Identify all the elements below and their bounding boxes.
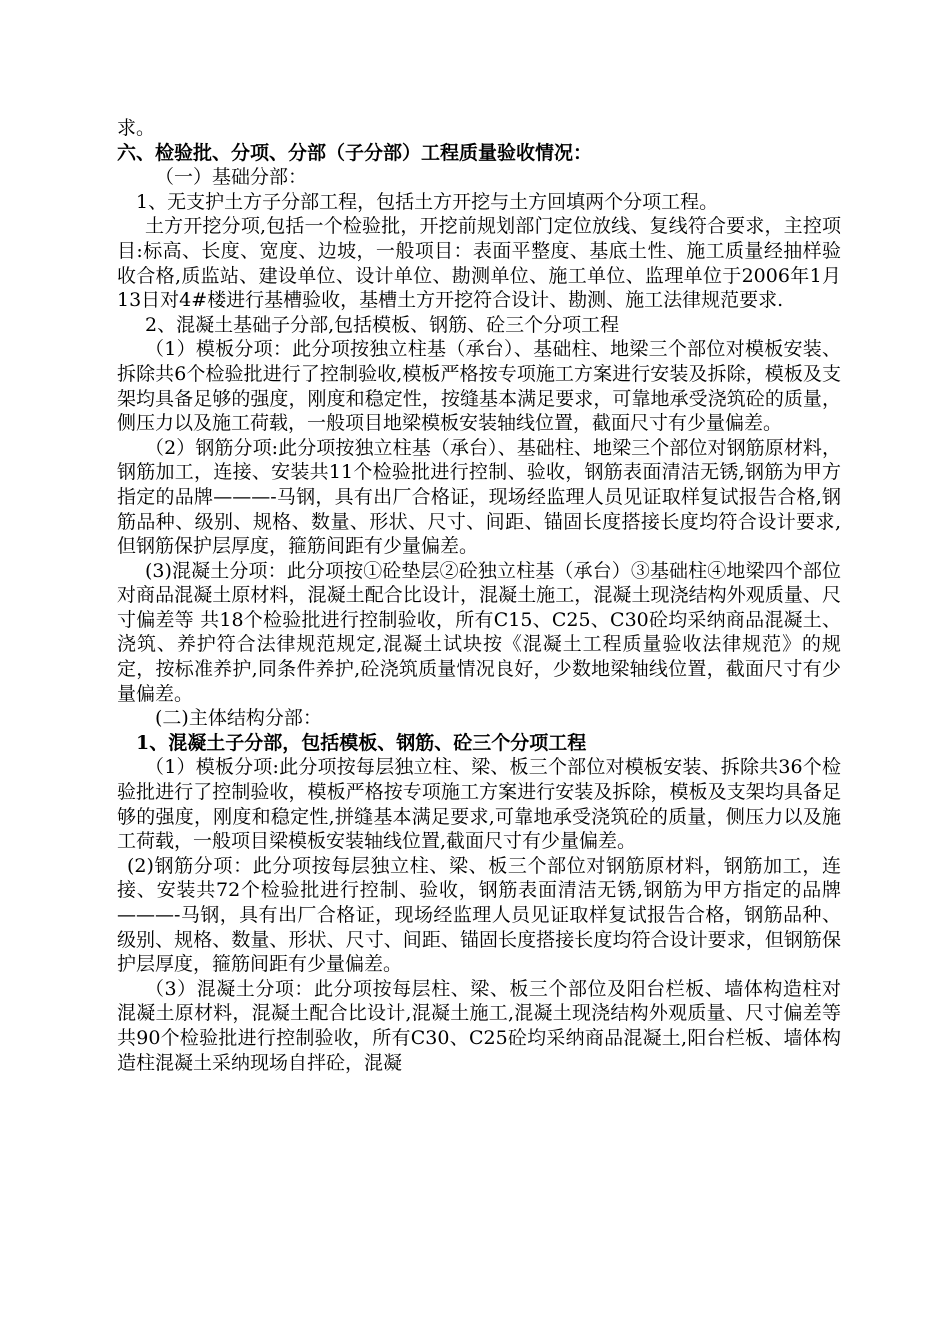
subsection-concrete-main: 1、混凝土子分部，包括模板、钢筋、砼三个分项工程 [136, 731, 587, 754]
document-body [117, 116, 841, 1075]
paragraph-rebar-main: (2)钢筋分项：此分项按每层独立柱、梁、板三个部位对钢筋原材料，钢筋加工，连接、安装共72个检验批进行控制、验收，钢筋表面清洁无锈,钢筋为甲方指定的品牌———-马钢，具有出厂合格证，现场经监理人员见证取样复试报告合格，钢筋品种、级别、规格、数量、形状、尺寸、间距、锚固长度搭接长度均符合设计要求，但钢筋保护层厚度，箍筋间距有少量偏差。 [117, 854, 841, 976]
paragraph-formwork-main: （1）模板分项:此分项按每层独立柱、梁、板三个部位对模板安装、拆除共36个检验批进行了控制验收，模板严格按专项施工方案进行安装及拆除，模板及支架均具备足够的强度，刚度和稳定性,拼缝基本满足要求,可靠地承受浇筑砼的质量，侧压力以及施工荷载，一般项目梁模板安装轴线位置,截面尺寸有少量偏差。 [117, 756, 841, 853]
subsection-foundation: （一）基础分部： [155, 166, 308, 189]
paragraph-formwork-foundation: （1）模板分项：此分项按独立柱基（承台）、基础柱、地梁三个部位对模板安装、拆除共6个检验批进行了控制验收,模板严格按专项施工方案进行安装及拆除，模板及支架均具备足够的强度，刚度和稳定性，按缝基本满足要求，可靠地承受浇筑砼的质量，侧压力以及施工荷载，一般项目地梁模板安装轴线位置，截面尺寸有少量偏差。 [117, 338, 841, 435]
paragraph-concrete-main: （3）混凝土分项：此分项按每层柱、梁、板三个部位及阳台栏板、墙体构造柱对混凝土原材料，混凝土配合比设计,混凝土施工,混凝土现浇结构外观质量、尺寸偏差等共90个检验批进行控制验收，所有C30、C25砼均采纳商品混凝土,阳台栏板、墙体构造柱混凝土采纳现场自拌砼，混凝 [117, 977, 841, 1074]
subsection-main-structure: (二)主体结构分部： [155, 707, 322, 730]
paragraph-concrete-foundation: 2、混凝土基础子分部,包括模板、钢筋、砼三个分项工程 [145, 313, 620, 336]
section-heading-6: 六、检验批、分项、分部（子分部）工程质量验收情况： [117, 141, 593, 164]
paragraph-rebar-foundation: （2）钢筋分项:此分项按独立柱基（承台）、基础柱、地梁三个部位对钢筋原材料，钢筋加工，连接、安装共11个检验批进行控制、验收，钢筋表面清洁无锈,钢筋为甲方指定的品牌———-马钢，具有出厂合格证，现场经监理人员见证取样复试报告合格,钢筋品种、级别、规格、数量、形状、尺寸、间距、锚固长度搭接长度均符合设计要求,但钢筋保护层厚度，箍筋间距有少量偏差。 [117, 436, 841, 558]
paragraph-excavation: 土方开挖分项,包括一个检验批，开挖前规划部门定位放线、复线符合要求，主控项目:标高、长度、宽度、边坡，一般项目：表面平整度、基底土性、施工质量经抽样验收合格,质监站、建设单位、设计单位、勘测单位、施工单位、监理单位于2006年1月13日对4#楼进行基槽验收，基槽土方开挖符合设计、勘测、施工法律规范要求. [117, 215, 841, 312]
paragraph-continuation: 求。 [117, 117, 156, 139]
paragraph-earthwork: 1、无支护土方子分部工程，包括土方开挖与土方回填两个分项工程。 [136, 190, 719, 213]
paragraph-concrete-foundation-item: (3)混凝土分项：此分项按①砼垫层②砼独立柱基（承台）③基础柱④地梁四个部位对商品混凝土原材料，混凝土配合比设计，混凝土施工，混凝土现浇结构外观质量、尺寸偏差等 共18个检验批进行控制验收，所有C15、C25、C30砼均采纳商品混凝土、浇筑、养护符合法律规范规定,混凝土试块按《混凝土工程质量验收法律规范》的规定，按标准养护,同条件养护,砼浇筑质量情况良好，少数地梁轴线位置，截面尺寸有少量偏差。 [117, 559, 841, 705]
